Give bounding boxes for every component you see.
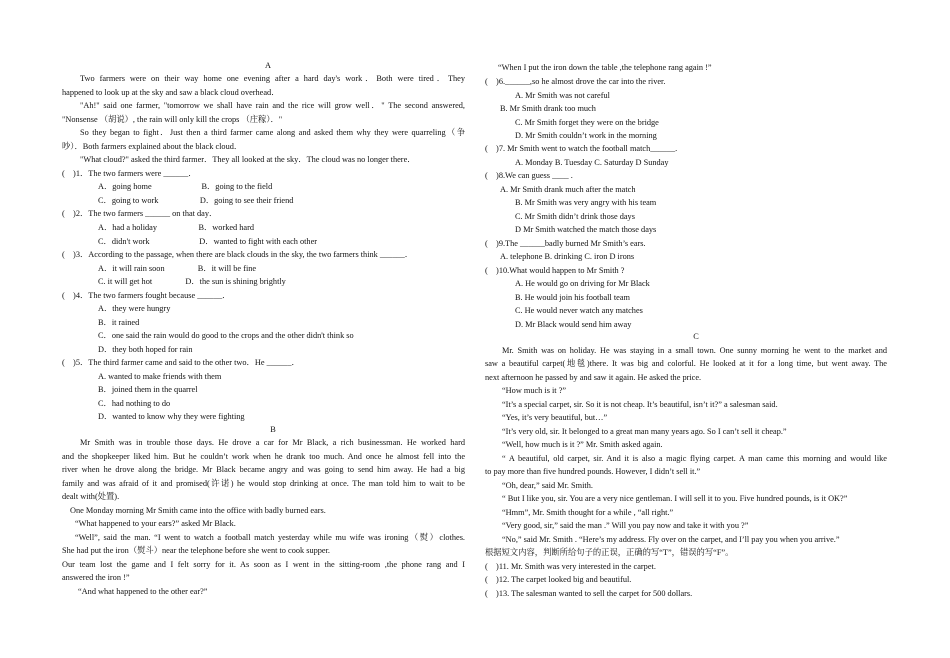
- right-line-38: ( )12. The carpet looked big and beautiful.: [485, 575, 632, 584]
- left-line-9: A．going home B．going to the field: [98, 182, 273, 191]
- right-line-32: “ But I like you, sir. You are a very nice gentleman. I will sell it to you. Five hundred pounds, is it OK?”: [502, 494, 848, 503]
- right-line-37: ( )11. Mr. Smith was very interested in the carpet.: [485, 562, 656, 571]
- left-line-34: “What happened to your ears?” asked Mr Black.: [75, 519, 236, 528]
- right-line-35: “No,” said Mr. Smith . “Here’s my address. Fly over on the carpet, and I’ll pay you when you arrive.”: [502, 535, 840, 544]
- left-line-4: "Nonsense （胡说）, the rain will only kill the crops （庄稼）．": [62, 115, 283, 124]
- left-line-1: Two farmers were on their way home one evening after a hard day's work．Both were tired．They: [80, 74, 465, 83]
- right-line-20: C: [693, 332, 699, 341]
- right-line-7: A. Monday B. Tuesday C. Saturday D Sunday: [515, 158, 669, 167]
- left-line-14: ( )3．According to the passage, when there are black clouds in the sky, the two farmers think ______．: [62, 250, 414, 259]
- left-line-6: 吵）．Both farmers explained about the black cloud．: [62, 142, 243, 151]
- right-line-13: ( )9.The ______badly burned Mr Smith’s ears.: [485, 239, 646, 248]
- left-line-5: So they began to fight．Just then a third farmer came along and asked them why they were quarreling（争: [80, 128, 465, 137]
- right-line-6: ( )7. Mr Smith went to watch the football match______.: [485, 144, 678, 153]
- left-line-20: C．one said the rain would do good to the crops and the other didn't think so: [98, 331, 354, 340]
- right-line-28: “Well, how much is it ?” Mr. Smith asked again.: [502, 440, 663, 449]
- right-line-18: C. He would never watch any matches: [515, 306, 643, 315]
- right-line-16: A. He would go on driving for Mr Black: [515, 279, 650, 288]
- right-line-14: A. telephone B. drinking C. iron D irons: [500, 252, 635, 261]
- right-line-21: Mr. Smith was on holiday. He was staying in a small town. One sunny morning he went to the market and: [502, 346, 887, 355]
- left-line-19: B．it rained: [98, 318, 140, 327]
- left-line-36: She had put the iron（熨斗）near the telephone before she went to cook supper.: [62, 546, 330, 555]
- right-line-29: “ A beautiful, old carpet, sir. And it is also a magic flying carpet. A man came this morning and would like: [502, 454, 887, 463]
- left-line-35: “Well”, said the man. “I went to watch a football match yesterday while mu wife was ironing（熨）clothes.: [75, 533, 465, 542]
- left-line-0: A: [265, 61, 271, 70]
- right-line-1: ( )6.______,so he almost drove the car into the river.: [485, 77, 666, 86]
- left-line-22: ( )5．The third farmer came and said to the other two．He ______．: [62, 358, 300, 367]
- left-line-31: family and was afraid of it and promised(许诺) he would stop drinking at once. The man told him to wait to be: [62, 479, 465, 488]
- left-line-16: C. it will get hot D．the sun is shining brightly: [98, 277, 286, 286]
- right-line-23: next afternoon he passed by and saw it again. He asked the price.: [485, 373, 702, 382]
- right-line-2: A. Mr Smith was not careful: [515, 91, 610, 100]
- right-line-33: “Hmm”, Mr. Smith thought for a while , “all right.”: [502, 508, 674, 517]
- left-line-33: One Monday morning Mr Smith came into the office with badly burned ears.: [70, 506, 326, 515]
- left-line-8: ( )1．The two farmers were ______．: [62, 169, 197, 178]
- left-line-15: A．it will rain soon B．it will be fine: [98, 264, 257, 273]
- right-line-27: “It’s very old, sir. It belonged to a great man many years ago. So I can’t sell it cheap.”: [502, 427, 787, 436]
- right-line-31: “Oh, dear,” said Mr. Smith.: [502, 481, 593, 490]
- right-line-24: “How much is it ?”: [502, 386, 567, 395]
- right-line-8: ( )8.We can guess ____ .: [485, 171, 573, 180]
- left-line-32: dealt with(处置).: [62, 492, 120, 501]
- left-line-7: "What cloud?" asked the third farmer．They all looked at the sky．The cloud was no longer there．: [80, 155, 416, 164]
- left-line-12: A．had a holiday B．worked hard: [98, 223, 255, 232]
- right-line-15: ( )10.What would happen to Mr Smith ?: [485, 266, 625, 275]
- left-line-10: C．going to work D．going to see their friend: [98, 196, 294, 205]
- left-line-30: river when he drove along the bridge. Mr Black became angry and was going to send him away. He had a big: [62, 465, 465, 474]
- left-line-17: ( )4．The two farmers fought because ______．: [62, 291, 231, 300]
- right-line-22: saw a beautiful carpet(地毯)there. It was big and colorful. He looked at it for a long time, but went away. The: [485, 359, 887, 368]
- right-line-30: to pay more than five hundred pounds. However, I didn’t sell it.”: [485, 467, 701, 476]
- right-line-4: C. Mr Smith forget they were on the bridge: [515, 118, 659, 127]
- right-line-25: “It’s a special carpet, sir. So it is not cheap. It’s beautiful, isn’t it?” a salesman said.: [502, 400, 778, 409]
- left-line-11: ( )2．The two farmers ______ on that day．: [62, 209, 218, 218]
- right-line-34: “Very good, sir,” said the man .” Will you pay now and take it with you ?”: [502, 521, 749, 530]
- left-line-26: D．wanted to know why they were fighting: [98, 412, 245, 421]
- left-line-18: A．they were hungry: [98, 304, 171, 313]
- right-line-3: B. Mr Smith drank too much: [500, 104, 596, 113]
- left-line-13: C．didn't work D．wanted to fight with each other: [98, 237, 318, 246]
- left-line-2: happened to look up at the sky and saw a black cloud overhead．: [62, 88, 280, 97]
- right-line-39: ( )13. The salesman wanted to sell the carpet for 500 dollars.: [485, 589, 693, 598]
- left-line-38: answered the iron !”: [62, 573, 130, 582]
- left-line-25: C．had nothing to do: [98, 399, 171, 408]
- right-line-11: C. Mr Smith didn’t drink those days: [515, 212, 635, 221]
- left-line-21: D．they both hoped for rain: [98, 345, 193, 354]
- right-line-0: “When I put the iron down the table ,the telephone rang again !”: [498, 63, 712, 72]
- left-line-28: Mr Smith was in trouble those days. He drove a car for Mr Black, a rich businessman. He worked hard: [80, 438, 465, 447]
- right-line-9: A. Mr Smith drank much after the match: [500, 185, 636, 194]
- right-line-26: “Yes, it’s very beautiful, but…”: [502, 413, 608, 422]
- left-line-37: Our team lost the game and I felt sorry for it. As soon as I went in the sitting-room ,the phone rang and I: [62, 560, 465, 569]
- left-line-29: and the shopkeeper liked him. But he couldn’t work when he drank too much. And once he almost fell into the: [62, 452, 465, 461]
- left-line-23: A. wanted to make friends with them: [98, 372, 222, 381]
- left-line-39: “And what happened to the other ear?”: [78, 587, 208, 596]
- right-line-36: 根据短文内容，判断所给句子的正误，正确的写“T”，错误的写“F”。: [485, 548, 734, 557]
- left-line-27: B: [270, 425, 276, 434]
- right-line-5: D. Mr Smith couldn’t work in the morning: [515, 131, 657, 140]
- left-line-3: "Ah!" said one farmer, "tomorrow we shall have rain and the rice will grow well．" The second answered,: [80, 101, 465, 110]
- left-line-24: B．joined them in the quarrel: [98, 385, 198, 394]
- right-line-12: D Mr Smith watched the match those days: [515, 225, 657, 234]
- right-line-17: B. He would join his football team: [515, 293, 630, 302]
- right-line-10: B. Mr Smith was very angry with his team: [515, 198, 657, 207]
- right-line-19: D. Mr Black would send him away: [515, 320, 632, 329]
